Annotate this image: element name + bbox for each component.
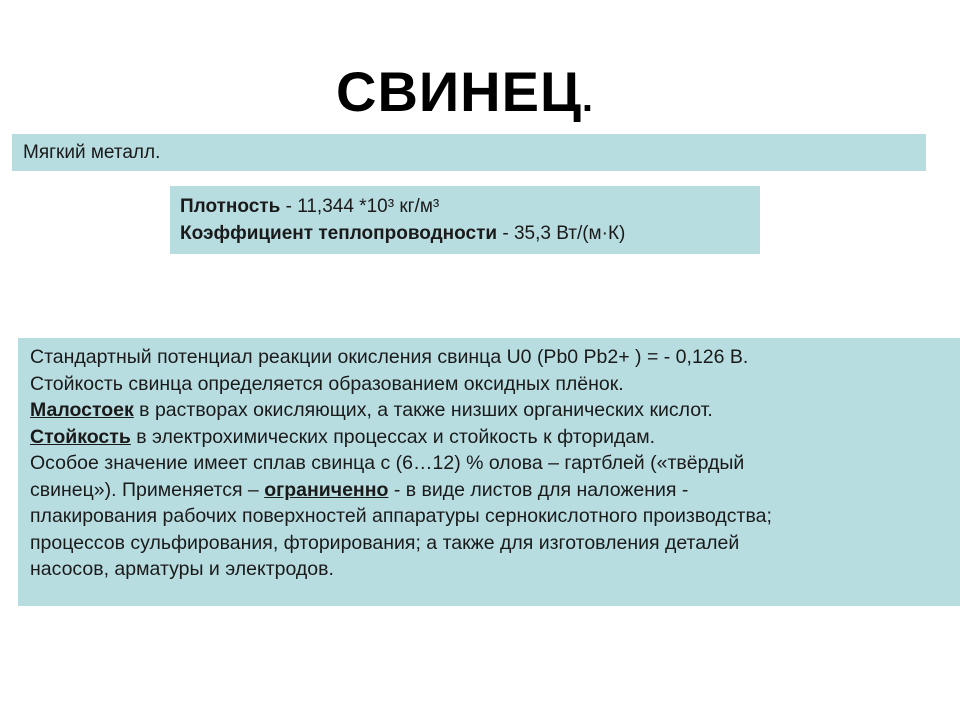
density-label: Плотность [180, 196, 281, 217]
potential-line: Стандартный потенциал реакции окисления свинца U0 (Pb0 Pb2+ ) = - 0,126 В. [30, 346, 749, 368]
title-dot: . [581, 76, 594, 120]
processes-line: процессов сульфирования, фторирования; а также для изготовления деталей [30, 531, 740, 554]
oxide-film-line: Стойкость свинца определяется образованием оксидных плёнок. [30, 372, 624, 395]
description-box [18, 338, 960, 606]
low-resistance-line [30, 397, 948, 424]
density-value: - 11,344 *10³ кг/м³ [280, 196, 440, 217]
soft-metal-box [12, 134, 926, 171]
title-text: СВИНЕЦ [336, 60, 582, 123]
soft-metal-text: Мягкий металл. [23, 142, 161, 163]
density-row [180, 193, 750, 220]
application-rest: - в виде листов для наложения - [388, 478, 689, 501]
limited-term: ограниченно [264, 478, 389, 501]
properties-box [170, 186, 760, 254]
cladding-line: плакирования рабочих поверхностей аппаратуры сернокислотного производства; [30, 505, 772, 527]
application-line [30, 477, 948, 504]
alloy-line: Особое значение имеет сплав свинца с (6…12) % олова – гартблей («твёрдый [30, 452, 745, 474]
parts-line: насосов, арматуры и электродов. [30, 558, 334, 580]
conductivity-value: - 35,3 Вт/(м·К) [497, 223, 626, 244]
low-resistance-text: в растворах окисляющих, а также низших органических кислот. [133, 399, 713, 421]
resistance-text: в электрохимических процессах и стойкость к фторидам. [130, 425, 656, 448]
resistance-term: Стойкость [30, 425, 131, 448]
conductivity-row [180, 220, 750, 247]
conductivity-label: Коэффициент теплопроводности [180, 223, 498, 244]
application-start: свинец»). Применяется – [30, 478, 265, 501]
low-resistance-term: Малостоек [30, 399, 134, 421]
resistance-line [30, 424, 948, 451]
slide-title [0, 52, 930, 138]
